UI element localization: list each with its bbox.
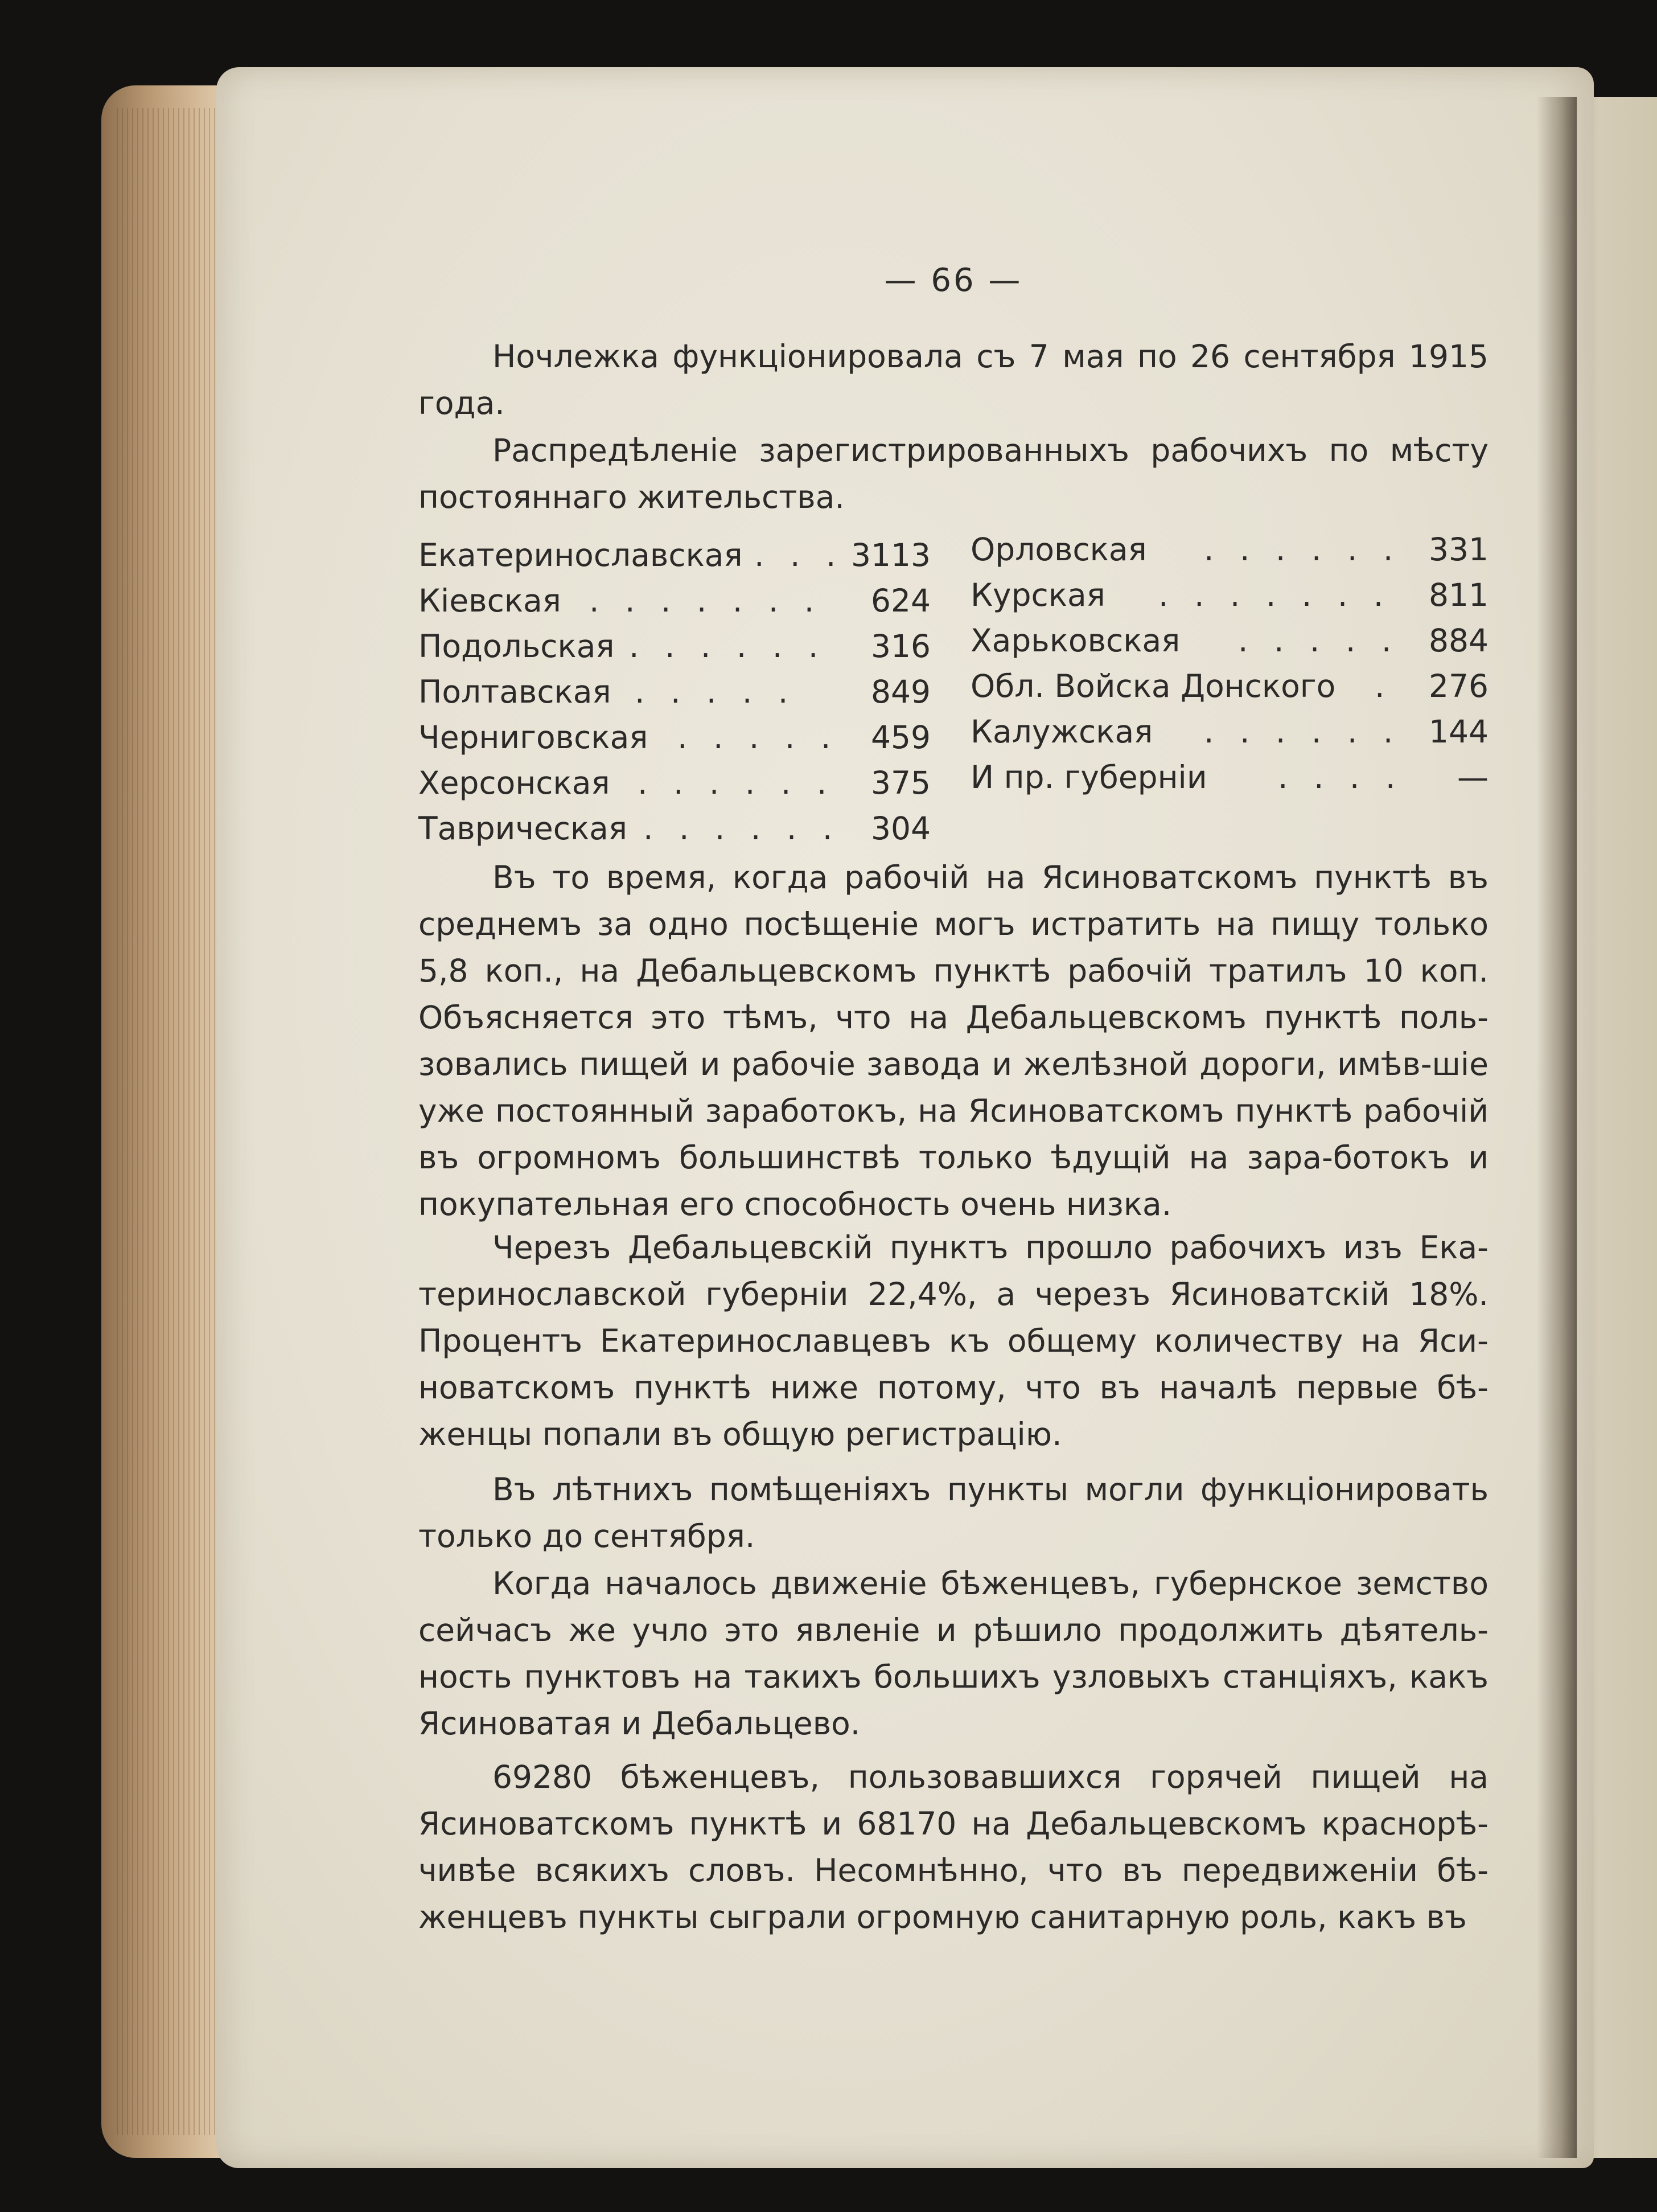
list-item [418,806,931,851]
list-item [971,754,1489,800]
list-item-dots: . . . . . . [638,765,835,801]
list-item [971,663,1489,709]
page-stack-lines [117,108,225,2135]
page-number: — 66 — [884,262,1023,299]
list-item-value: 304 [871,810,931,847]
list-item-name: Полтавская [418,674,611,710]
paragraph-food-cost: Въ то время, когда рабочій на Ясиноватскомъ пунктѣ въ среднемъ за одно посѣщеніе могъ истратить на пищу только 5,8 коп., на Дебальцевскомъ пунктѣ рабочій тратилъ 10 коп. Объясняется это тѣмъ, что на Дебальцевскомъ пунктѣ поль-зовались пищей и рабочіе завода и желѣзной дороги, имѣв-шіе уже постоянный заработокъ, на Ясиноватскомъ пунктѣ рабочій въ огромномъ большинствѣ только ѣдущій на зара-ботокъ и покупательная его способность очень низка. [418,859,1489,1222]
list-item-name: Черниговская [418,719,648,756]
list-item-dots: . . . . [1278,759,1404,795]
list-item [418,532,931,578]
list-item-dots: . . . . . [635,674,796,710]
gutter-shadow [1537,97,1577,2158]
paragraph-percentages: Черезъ Дебальцевскій пунктъ прошло рабочихъ изъ Ека-теринославской губерніи 22,4%, а черезъ Ясиноватскій 18%. Процентъ Екатеринославцевъ къ общему количеству на Яси-новатскомъ пунктѣ ниже потому, что въ началѣ первые бѣ-женцы попали въ общую регистрацію. [418,1229,1489,1452]
list-item [971,572,1489,618]
list-item-dots: . . . [754,537,844,573]
list-item-dots: . . . . . [677,719,839,756]
list-item-dots: . [1375,668,1393,704]
list-item [418,760,931,806]
list-item-value: 459 [871,719,931,756]
list-item [971,527,1489,572]
list-item-value: 811 [1429,577,1489,613]
list-item-value: 316 [871,628,931,664]
paragraph-nochlezhka: Ночлежка функціонировала съ 7 мая по 26 сентября 1915 года. [418,338,1489,421]
list-item-value: — [1457,759,1489,795]
paragraph-refugees-count: 69280 бѣженцевъ, пользовавшихся горячей пищей на Ясиноватскомъ пунктѣ и 68170 на Дебальцевскомъ краснорѣ-чивѣе всякихъ словъ. Несомнѣнно, что въ передвиженіи бѣ-женцевъ пункты сыграли огромную санитарную роль, какъ въ [418,1759,1489,1935]
list-item-value: 331 [1429,531,1489,568]
page-content [418,0,1489,2212]
list-item-name: Кіевская [418,582,561,619]
list-item-name: Орловская [971,531,1147,568]
list-item-value: 276 [1429,668,1489,704]
list-item-name: И пр. губерніи [971,759,1207,795]
list-item-name: Обл. Войска Донского [971,668,1336,704]
list-item [971,709,1489,754]
list-item-dots: . . . . . [1238,622,1400,659]
list-item-value: 624 [871,582,931,619]
list-item-name: Херсонская [418,765,610,801]
list-item-name: Подольская [418,628,615,664]
list-item-dots: . . . . . . [643,810,841,847]
list-item-dots: . . . . . . [1204,531,1401,568]
list-item-name: Таврическая [418,810,627,847]
list-item-value: 849 [871,674,931,710]
list-item [971,618,1489,663]
list-item-value: 144 [1429,713,1489,750]
list-item [418,578,931,623]
list-item [418,623,931,669]
list-item-name: Курская [971,577,1105,613]
list-item [418,669,931,715]
list-item-name: Екатеринославская [418,537,743,573]
list-item-dots: . . . . . . [629,628,827,664]
list-item-dots: . . . . . . [1204,713,1401,750]
list-item-dots: . . . . . . . [1158,577,1392,613]
list-item-value: 375 [871,765,931,801]
list-item-value: 884 [1429,622,1489,659]
list-item-name: Калужская [971,713,1153,750]
paragraph-refugees-movement: Когда началось движеніе бѣженцевъ, губернское земство сейчасъ же учло это явленіе и рѣшило продолжить дѣятель-ность пунктовъ на такихъ большихъ узловыхъ станціяхъ, какъ Ясиноватая и Дебальцево. [418,1565,1489,1742]
list-item-name: Харьковская [971,622,1181,659]
paragraph-summer-premises: Въ лѣтнихъ помѣщеніяхъ пункты могли функціонировать только до сентября. [418,1471,1489,1554]
list-item [418,715,931,760]
list-item-dots: . . . . . . . [589,582,823,619]
list-item-value: 3113 [851,537,931,573]
paragraph-distribution-intro: Распредѣленіе зарегистрированныхъ рабочихъ по мѣсту постояннаго жительства. [418,432,1489,515]
